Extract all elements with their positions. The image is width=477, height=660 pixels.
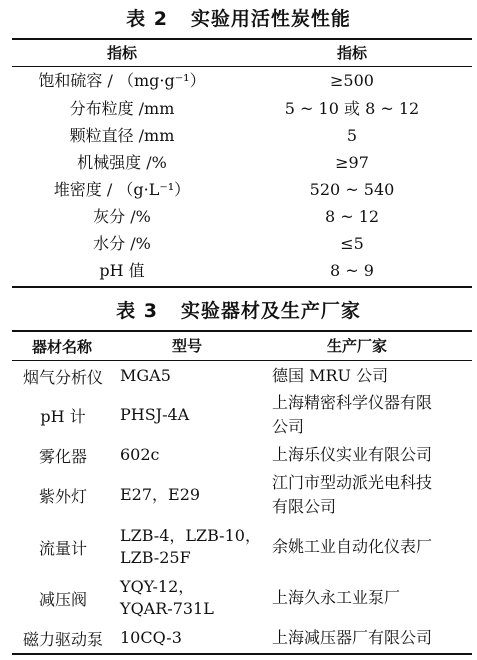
table3-cell-maker: 德国 MRU 公司	[272, 366, 389, 385]
table2-row	[12, 177, 472, 203]
table2-cell-indicator: pH 值	[99, 261, 145, 280]
table3-cell-name: 紫外灯	[38, 486, 87, 506]
table2-row	[12, 231, 472, 257]
table3-cell-model: 602c	[120, 445, 160, 464]
table3-cell-name: 减压阀	[38, 589, 87, 609]
table2-header	[12, 40, 472, 66]
table2-row	[12, 204, 472, 230]
table2-cell-indicator: 饱和硫容 / （mg·g⁻¹）	[38, 71, 206, 90]
table3-header-model: 型号	[171, 337, 202, 355]
table3-header-rule	[12, 360, 472, 361]
table2-cell-value: 5 ~ 10 或 8 ~ 12	[284, 99, 420, 118]
table3-row	[12, 362, 472, 390]
table2-row	[12, 258, 472, 284]
table2-cell-value: 8 ~ 9	[330, 261, 374, 280]
table2-row	[12, 96, 472, 122]
table3-bottom-rule	[12, 653, 472, 655]
table3-cell-model: PHSJ-4A	[120, 405, 190, 424]
table3-cell-maker: 江门市型动派光电科技 有限公司	[272, 473, 433, 516]
table3-cell-maker: 上海久永工业泵厂	[272, 588, 401, 607]
table2-row	[12, 150, 472, 176]
table3-header-name: 器材名称	[32, 337, 93, 356]
table2-cell-indicator: 颗粒直径 /mm	[69, 126, 175, 145]
table3-row	[12, 522, 472, 572]
table3-top-rule	[12, 330, 472, 332]
table2-bottom-rule	[12, 286, 472, 288]
table2-cell-indicator: 灰分 /%	[93, 207, 151, 226]
table2-caption: 表 2 实验用活性炭性能	[126, 8, 351, 30]
table2-cell-indicator: 水分 /%	[93, 234, 151, 253]
table3-header	[12, 333, 472, 359]
table3-cell-model: E27，E29	[120, 485, 201, 504]
table3-cell-maker: 上海减压器厂有限公司	[272, 628, 433, 647]
table3-row	[12, 470, 472, 520]
table3-row	[12, 574, 472, 622]
table3-row	[12, 390, 472, 440]
table3-cell-maker: 上海精密科学仪器有限 公司	[272, 393, 433, 436]
table2-row	[12, 123, 472, 149]
table2-cell-indicator: 分布粒度 /mm	[69, 99, 175, 118]
table2-cell-indicator: 机械强度 /%	[77, 153, 167, 172]
table3-cell-name: 磁力驱动泵	[22, 629, 103, 649]
table3-header-maker: 生产厂家	[326, 337, 387, 355]
table3-row	[12, 624, 472, 652]
table3-cell-name: 流量计	[38, 538, 87, 558]
table3-cell-name: pH 计	[40, 406, 86, 426]
table2-header-rule	[12, 66, 472, 67]
table2-cell-value: ≥500	[330, 71, 374, 90]
table2-cell-value: 5	[346, 126, 358, 145]
table3-cell-model: LZB-4，LZB-10， LZB-25F	[120, 526, 261, 567]
table3-cell-model: 10CQ-3	[120, 628, 182, 647]
table3-caption: 表 3 实验器材及生产厂家	[116, 300, 361, 322]
table2-cell-value: 520 ~ 540	[309, 180, 395, 199]
table2-cell-value: ≤5	[340, 234, 364, 253]
table2-header-col1: 指标	[106, 44, 137, 62]
table2-cell-indicator: 堆密度 / （g·L⁻¹）	[53, 180, 191, 199]
table3-cell-name: 烟气分析仪	[22, 367, 103, 387]
table3-cell-maker: 上海乐仪实业有限公司	[272, 445, 433, 464]
table3-cell-model: MGA5	[120, 366, 171, 385]
table3-cell-maker: 余姚工业自动化仪表厂	[272, 537, 433, 556]
table2-cell-value: 8 ~ 12	[324, 207, 380, 226]
table3-row	[12, 440, 472, 470]
table2-row	[12, 68, 472, 94]
table3-cell-model: YQY-12， YQAR-731L	[120, 577, 214, 618]
table2-cell-value: ≥97	[335, 153, 369, 172]
table3-cell-name: 雾化器	[38, 446, 87, 466]
table2-header-col2: 指标	[336, 44, 367, 62]
